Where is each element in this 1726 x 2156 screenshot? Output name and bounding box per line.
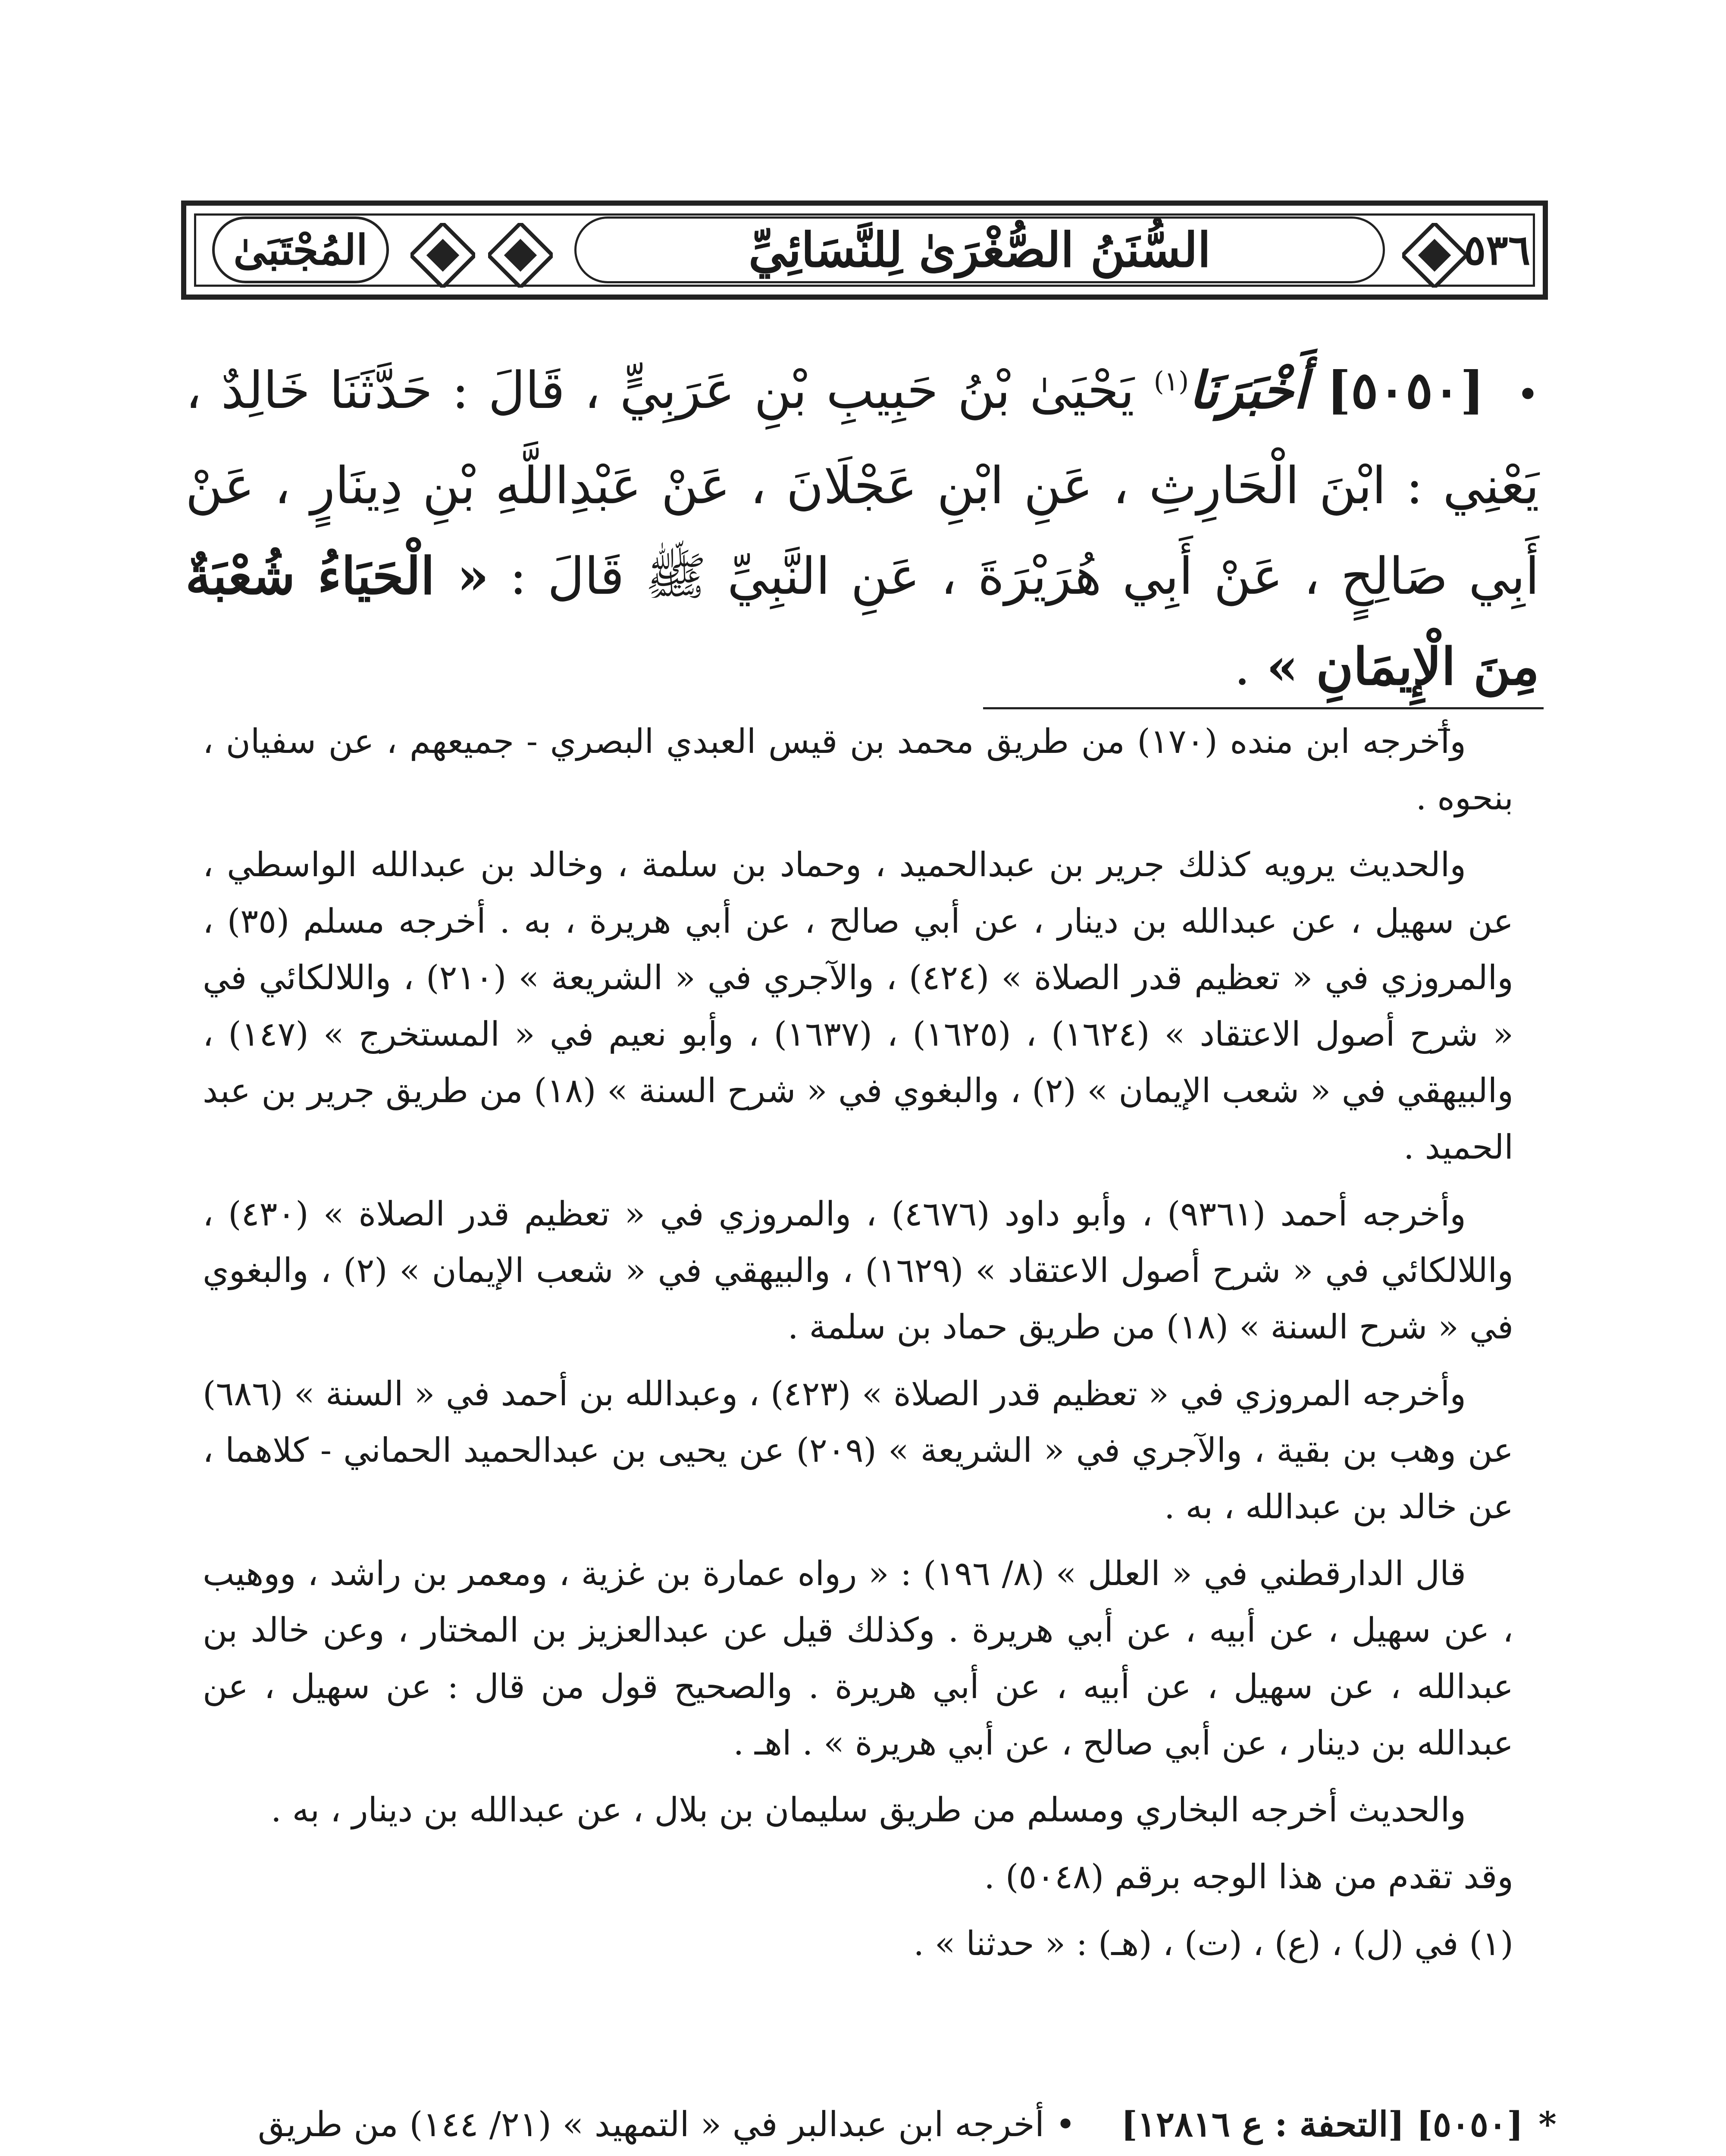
hadith-text [185, 345, 1539, 712]
note-paragraph: وأخرجه ابن منده (١٧٠) من طريق محمد بن قيس العبدي البصري - جميعهم ، عن سفيان ، بنحوه . [203, 722, 1513, 818]
header-title-text: السُّنَنُ الصُّغْرَىٰ لِلنَّسَائِيِّ [748, 222, 1211, 278]
page-header [181, 201, 1548, 300]
hadith-matn: « الْحَيَاءُ شُعْبَةٌ مِنَ الْإِيمَانِ » [185, 546, 1539, 696]
hadith-end: . [1234, 637, 1250, 696]
hadith-akhbarana: أَخْبَرَنَا [1189, 360, 1308, 420]
page-number-text: ٥٣٦ [1463, 226, 1531, 274]
page-number [1463, 216, 1532, 283]
header-logo-text: المُجْتَبَىٰ [233, 226, 368, 274]
tuhfa-line [203, 2096, 1557, 2156]
note-paragraph: والحديث أخرجه البخاري ومسلم من طريق سليمان بن بلال ، عن عبدالله بن دينار ، به . [270, 1791, 1466, 1830]
header-title [574, 216, 1385, 283]
note-paragraph: وأخرجه المروزي في « تعظيم قدر الصلاة » (٤٢٣) ، وعبدالله بن أحمد في « السنة » (٦٨٦) عن وهب بن بقية ، والآجري في « الشريعة » (٢٠٩) عن يحيى بن عبدالحميد الحماني - كلاهما ، عن خالد بن عبدالله ، به . [203, 1375, 1513, 1526]
hadith-isnad: يَحْيَىٰ بْنُ حَبِيبِ بْنِ عَرَبِيٍّ ، قَالَ : حَدَّثَنَا خَالِدٌ ، يَعْنِي : ابْنَ الْحَارِثِ ، عَنِ ابْنِ عَجْلَانَ ، عَنْ عَبْدِاللَّهِ بْنِ دِينَارٍ ، عَنْ أَبِي صَالِحٍ ، عَنْ أَبِي هُرَيْرَةَ ، عَنِ النَّبِيِّ ﷺ قَالَ : [185, 360, 1539, 606]
footnote-divider [983, 707, 1544, 709]
note-paragraph: قال الدارقطني في « العلل » (٨/ ١٩٦) : « رواه عمارة بن غزية ، ومعمر بن راشد ، ووهيب ، عن سهيل ، عن أبيه ، عن أبي هريرة . وكذلك قيل عن عبدالعزيز بن المختار ، وعن خالد بن عبدالله ، عن سهيل ، عن أبيه ، عن أبي هريرة . والصحيح قول من قال : عن سهيل ، عن عبدالله بن دينار ، عن أبي صالح ، عن أبي هريرة » . اهـ . [203, 1554, 1513, 1763]
footnotes-section [203, 714, 1513, 1983]
header-logo [212, 216, 389, 283]
ornament-knot-icon [410, 223, 475, 288]
note-paragraph: وقد تقدم من هذا الوجه برقم (٥٠٤٨) . [984, 1858, 1513, 1896]
footnote-1: (١) في (ل) ، (ع) ، (ت) ، (هـ) : « حدثنا » . [913, 1924, 1513, 1963]
hadith-bullet: • [1516, 372, 1540, 417]
hadith-number: [٥٠٥٠] [1327, 360, 1485, 420]
note-paragraph: والحديث يرويه كذلك جرير بن عبدالحميد ، وحماد بن سلمة ، وخالد بن عبدالله الواسطي ، عن سهيل ، عن عبدالله بن دينار ، عن أبي صالح ، عن أبي هريرة ، به . أخرجه مسلم (٣٥) ، والمروزي في « تعظيم قدر الصلاة » (٤٢٤) ، والآجري في « الشريعة » (٢١٠) ، واللالكائي في « شرح أصول الاعتقاد » (١٦٢٤) ، (١٦٢٥) ، (١٦٣٧) ، وأبو نعيم في « المستخرج » (١٤٧) ، والبيهقي في « شعب الإيمان » (٢) ، والبغوي في « شرح السنة » (١٨) من طريق جرير بن عبد الحميد . [203, 846, 1514, 1167]
tuhfa-text: • أخرجه ابن عبدالبر في « التمهيد » (٢١/ ١٤٤) من طريق [257, 2104, 1076, 2144]
ornament-knot-icon [488, 223, 553, 288]
note-paragraph: وأخرجه أحمد (٩٣٦١) ، وأبو داود (٤٦٧٦) ، والمروزي في « تعظيم قدر الصلاة » (٤٣٠) ، واللالكائي في « شرح أصول الاعتقاد » (١٦٢٩) ، والبيهقي في « شعب الإيمان » (٢) ، والبغوي في « شرح السنة » (١٨) من طريق حماد بن سلمة . [203, 1195, 1513, 1347]
ornament-knot-icon [1402, 223, 1467, 288]
footnote-marker: (١) [1153, 365, 1189, 397]
tuhfa-section [203, 2096, 1557, 2156]
tuhfa-label: [٥٠٥٠] [التحفة : ع ١٢٨١٦] [1121, 2104, 1523, 2144]
tuhfa-star: * [1538, 2104, 1557, 2144]
